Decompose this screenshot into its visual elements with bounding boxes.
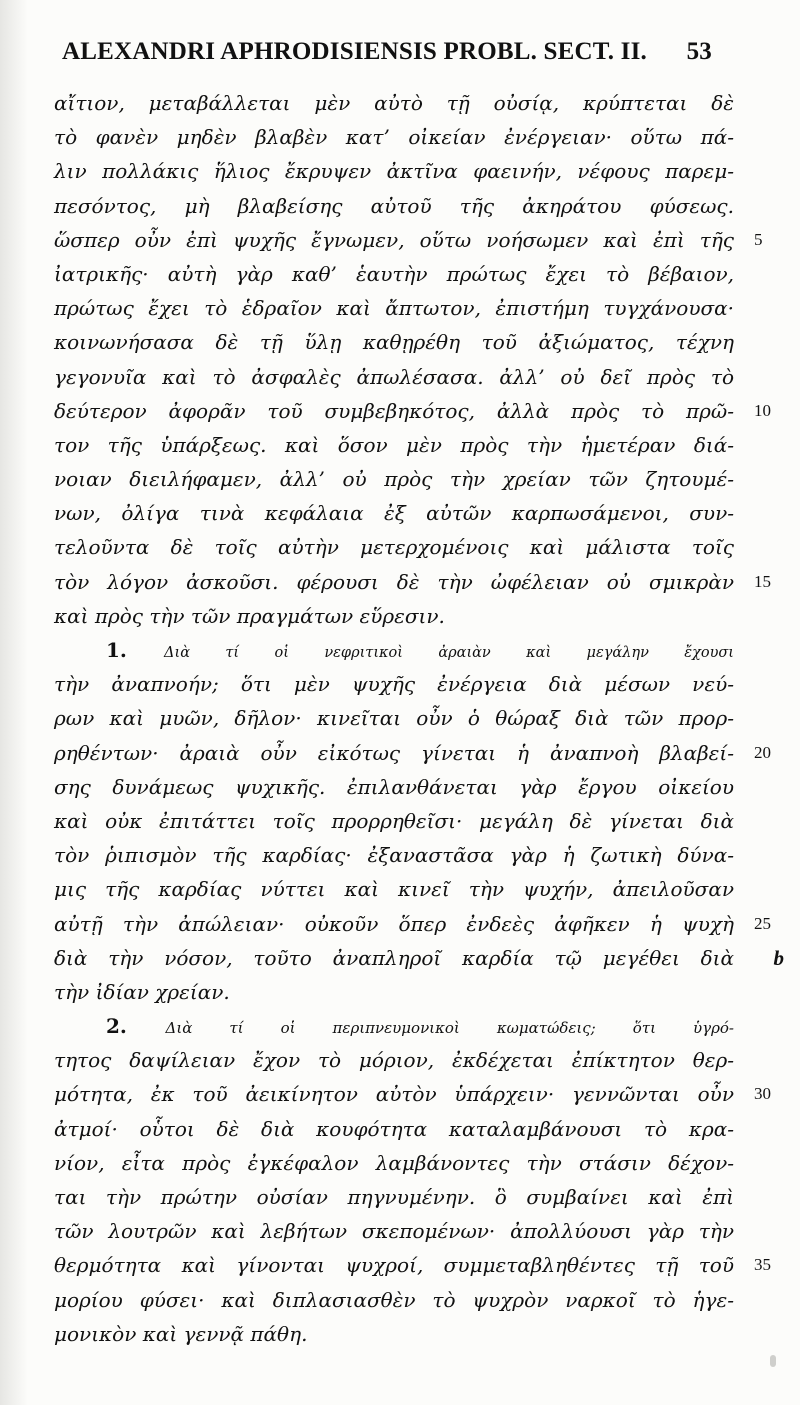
text-line: τον τῆς ὑπάρξεως. καὶ ὅσον μὲν πρὸς τὴν ἡμετέραν διά-	[54, 432, 734, 457]
text-line: μότητα, ἐκ τοῦ ἀεικίνητον αὐτὸν ὑπάρχειν· γεννῶνται οὖν 30	[54, 1077, 734, 1111]
text-line: τὸν λόγον ἀσκοῦσι. φέρουσι δὲ τὴν ὠφέλειαν οὐ σμικρὰν 15	[54, 565, 734, 599]
text-line: τητος δαψίλειαν ἔχον τὸ μόριον, ἐκδέχεται ἐπίκτητον θερ-	[54, 1048, 734, 1073]
line-number-5: 5	[754, 229, 763, 249]
text-line: μις τῆς καρδίας νύττει καὶ κινεῖ τὴν ψυχήν, ἀπειλοῦσαν	[54, 877, 734, 902]
text-line: τὸ φανὲν μηδὲν βλαβὲν κατ’ οἰκείαν ἐνέργειαν· οὕτω πά-	[54, 125, 734, 150]
text-line: ἀτμοί· οὗτοι δὲ διὰ κουφότητα καταλαμβάνουσι τὸ κρα-	[54, 1116, 734, 1141]
line-number-20: 20	[754, 742, 771, 762]
text-line: τὴν ἰδίαν χρείαν.	[54, 979, 230, 1004]
text-line: γεγονυῖα καὶ τὸ ἀσφαλὲς ἀπωλέσασα. ἀλλ’ οὐ δεῖ πρὸς τὸ	[54, 364, 734, 389]
text-line: λιν πολλάκις ἥλιος ἔκρυψεν ἀκτῖνα φαεινήν, νέφους παρεμ-	[54, 159, 734, 184]
text-line: καὶ οὐκ ἐπιτάττει τοῖς προρρηθεῖσι· μεγάλη δὲ γίνεται διὰ	[54, 808, 734, 833]
text-line: ρων καὶ μυῶν, δῆλον· κινεῖται οὖν ὁ θώραξ διὰ τῶν προρ-	[54, 706, 734, 731]
paragraph-number-2: 2.	[106, 1014, 127, 1039]
text-line: πρώτως ἔχει τὸ ἑδραῖον καὶ ἄπτωτον, ἐπιστήμη τυγχάνουσα·	[54, 296, 734, 321]
text-line: τὸν ῥιπισμὸν τῆς καρδίας· ἐξαναστᾶσα γὰρ ἡ ζωτικὴ δύνα-	[54, 843, 734, 868]
text-line: πεσόντος, μὴ βλαβείσης αὐτοῦ τῆς ἀκηράτου φύσεως.	[54, 193, 734, 218]
line-number-25: 25	[754, 913, 771, 933]
text-line: καὶ πρὸς τὴν τῶν πραγμάτων εὕρεσιν.	[54, 603, 445, 628]
text-line: τῶν λουτρῶν καὶ λεβήτων σκεπομένων· ἀπολλύουσι γὰρ τὴν	[54, 1219, 734, 1244]
text-line: ὥσπερ οὖν ἐπὶ ψυχῆς ἔγνωμεν, οὕτω νοήσωμεν καὶ ἐπὶ τῆς 5	[54, 223, 734, 257]
running-head	[62, 38, 712, 78]
text-line: αἴτιον, μεταβάλλεται μὲν αὐτὸ τῇ οὐσίᾳ, κρύπτεται δὲ	[54, 91, 734, 115]
text-line: τελοῦντα δὲ τοῖς αὐτὴν μετερχομένοις καὶ μάλιστα τοῖς	[54, 535, 734, 560]
paragraph-number-1: 1.	[106, 638, 127, 662]
page-edge-shadow	[0, 0, 28, 1405]
text-line: τὴν ἀναπνοήν; ὅτι μὲν ψυχῆς ἐνέργεια διὰ μέσων νεύ-	[54, 672, 734, 697]
paragraph-2-first-line: 2. Διὰ τί οἱ περιπνευμονικοὶ κωματώδεις; ὅτι ὑγρό-	[106, 1014, 734, 1039]
text-line: νοιαν διειλήφαμεν, ἀλλ’ οὐ πρὸς τὴν χρείαν τῶν ζητουμέ-	[54, 467, 734, 492]
line-number-30: 30	[754, 1084, 771, 1104]
text-line: μονικὸν καὶ γεννᾷ πάθη.	[54, 1321, 308, 1346]
text-line: αὐτῇ τὴν ἀπώλειαν· οὐκοῦν ὅπερ ἐνδεὲς ἀφῆκεν ἡ ψυχὴ 25	[54, 907, 734, 941]
paper-speck	[770, 1355, 776, 1367]
paragraph-1-first-line: 1. Διὰ τί οἱ νεφριτικοὶ ἀραιὰν καὶ μεγάλην ἔχουσι	[106, 638, 734, 662]
text-line: θερμότητα καὶ γίνονται ψυχροί, συμμεταβληθέντες τῇ τοῦ 35	[54, 1248, 734, 1282]
text-line: ρηθέντων· ἀραιὰ οὖν εἰκότως γίνεται ἡ ἀναπνοὴ βλαβεί- 20	[54, 736, 734, 770]
text-line: κοινωνήσασα δὲ τῇ ὕλῃ καθῃρέθη τοῦ ἀξιώματος, τέχνη	[54, 330, 734, 355]
text-line: διὰ τὴν νόσον, τοῦτο ἀναπληροῖ καρδία τῷ μεγέθει διὰ b	[54, 941, 734, 975]
text-line: νίον, εἶτα πρὸς ἐγκέφαλον λαμβάνοντες τὴν στάσιν δέχον-	[54, 1150, 734, 1175]
margin-letter-b: b	[773, 945, 784, 970]
line-number-10: 10	[754, 400, 771, 420]
greek-text-block	[54, 86, 784, 1351]
line-number-15: 15	[754, 571, 771, 591]
line-number-35: 35	[754, 1255, 771, 1275]
text-line: νων, ὀλίγα τινὰ κεφάλαια ἐξ αὐτῶν καρπωσάμενοι, συν-	[54, 501, 734, 526]
text-line: δεύτερον ἀφορᾶν τοῦ συμβεβηκότος, ἀλλὰ πρὸς τὸ πρῶ- 10	[54, 394, 734, 428]
page-number: 53	[686, 38, 712, 65]
text-line: σης δυνάμεως ψυχικῆς. ἐπιλανθάνεται γὰρ ἔργου οἰκείου	[54, 774, 734, 799]
text-line: ται τὴν πρώτην οὐσίαν πηγνυμένην. ὃ συμβαίνει καὶ ἐπὶ	[54, 1185, 734, 1209]
running-head-title: ALEXANDRI APHRODISIENSIS PROBL. SECT. II.	[62, 38, 647, 65]
text-line: μορίου φύσει· καὶ διπλασιασθὲν τὸ ψυχρὸν ναρκοῖ τὸ ἡγε-	[54, 1287, 734, 1312]
text-line: ἰατρικῆς· αὐτὴ γὰρ καθ’ ἑαυτὴν πρώτως ἔχει τὸ βέβαιον,	[54, 261, 734, 286]
